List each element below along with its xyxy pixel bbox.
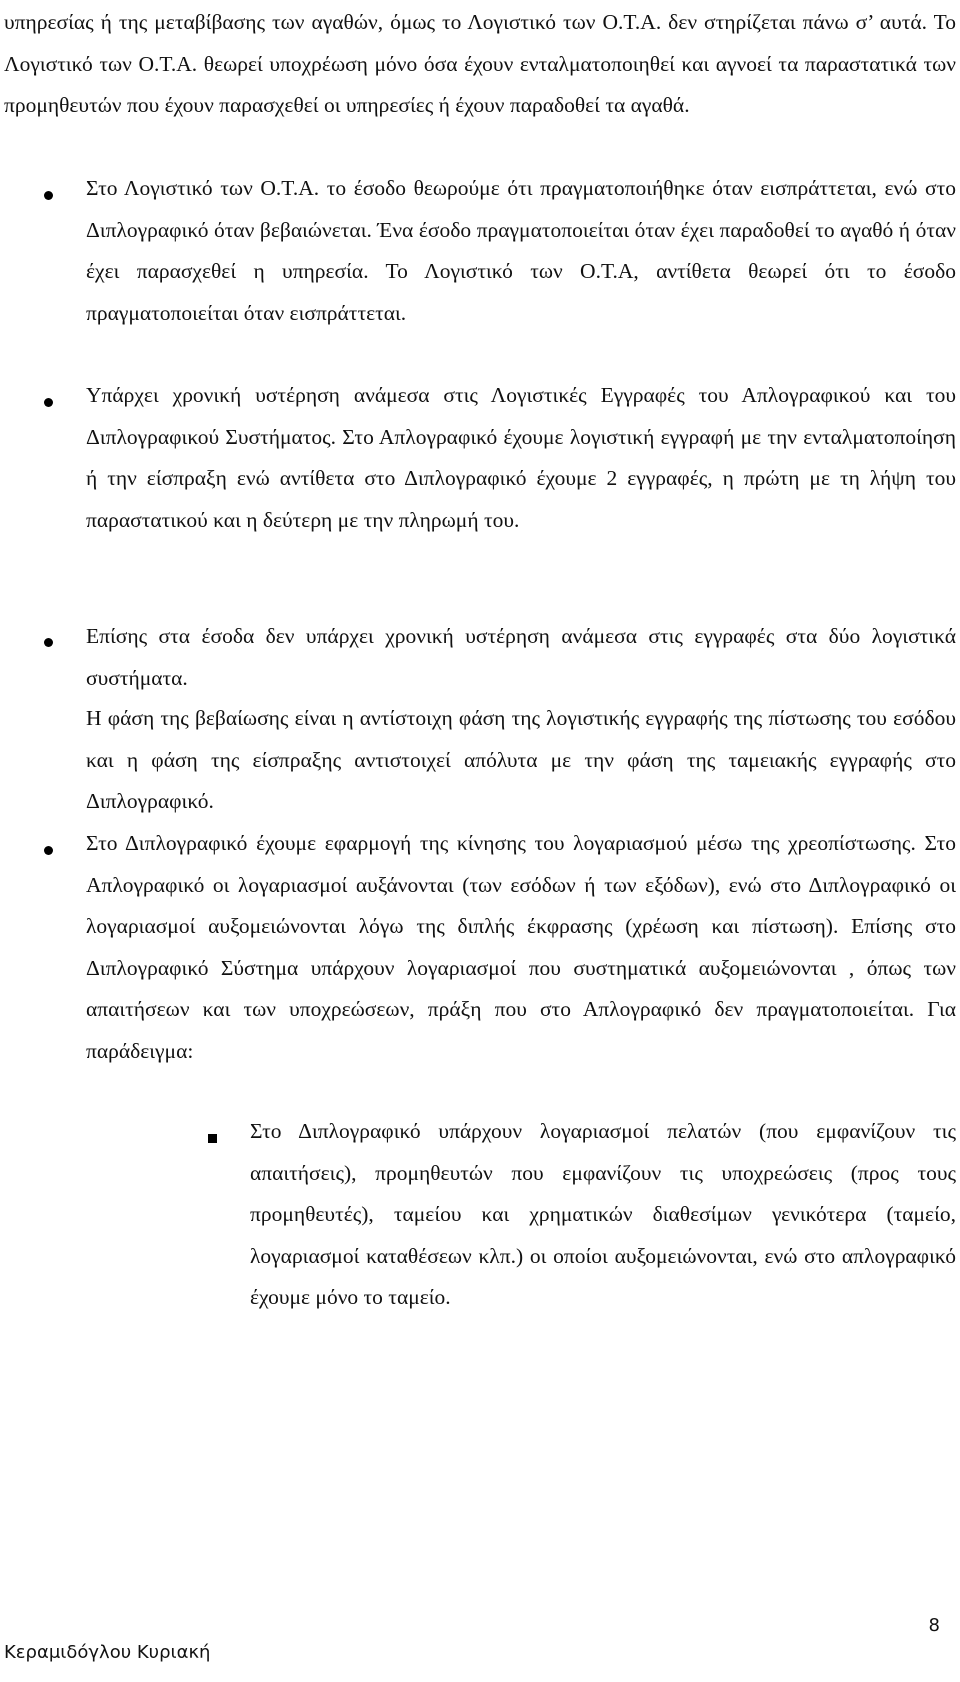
bullet-dot-icon [44,846,53,855]
bullet-item-continuation: Η φάση της βεβαίωσης είναι η αντίστοιχη φάση της λογιστικής εγγραφής της πίστωσης του εσόδου και η φάση της είσπραξης αντιστοιχεί απόλυτα με την φάση της ταμειακής εγγραφής στο Διπλογραφικό. [86,706,956,813]
bullet-dot-icon [44,398,53,407]
bullet-item-revenue-no-lag: Επίσης στα έσοδα δεν υπάρχει χρονική υστέρηση ανάμεσα στις εγγραφές στα δύο λογιστικά συστήματα. [86,624,956,690]
bullet-item-debit-credit: Στο Διπλογραφικό έχουμε εφαρμογή της κίνησης του λογαριασμού μέσω της χρεοπίστωσης. Στο Απλογραφικό οι λογαριασμοί αυξάνονται (των εσόδων ή των εξόδων), ενώ στο Διπλογραφικό οι λογαριασμοί αυξομειώνονται λόγω της διπλής έκφρασης (χρέωση και πίστωση). Επίσης στο Διπλογραφικό Σύστημα υπάρχουν λογαριασμοί που συστηματικά αυξομειώνονται , όπως των απαιτήσεων και των υποχρεώσεων, πράξη που στο Απλογραφικό δεν πραγματοποιείται. Για παράδειγμα: [86,831,956,1063]
page-number: 8 [928,1615,940,1636]
square-bullet-icon [208,1134,217,1143]
sub-bullet-item-accounts: Στο Διπλογραφικό υπάρχουν λογαριασμοί πελατών (που εμφανίζουν τις απαιτήσεις), προμηθευτών που εμφανίζουν τις υποχρεώσεις (προς τους προμηθευτές), ταμείου και χρηματικών διαθεσίμων γενικότερα (ταμείο, λογαριασμοί καταθέσεων κλπ.) οι οποίοι αυξομειώνονται, ενώ στο απλογραφικό έχουμε μόνο το ταμείο. [250,1119,956,1309]
intro-paragraph: υπηρεσίας ή της μεταβίβασης των αγαθών, όμως το Λογιστικό των Ο.Τ.Α. δεν στηρίζεται πάνω σ’ αυτά. Το Λογιστικό των Ο.Τ.Α. θεωρεί υποχρέωση μόνο όσα έχουν ενταλματοποιηθεί και αγνοεί τα παραστατικά των προμηθευτών που έχουν παρασχεθεί οι υπηρεσίες ή έχουν παραδοθεί τα αγαθά. [4,10,956,117]
bullet-dot-icon [44,191,53,200]
footer-author: Κεραμιδόγλου Κυριακή [4,1642,211,1663]
bullet-item-time-lag: Υπάρχει χρονική υστέρηση ανάμεσα στις Λογιστικές Εγγραφές του Απλογραφικού και του Διπλογραφικού Συστήματος. Στο Απλογραφικό έχουμε λογιστική εγγραφή με την ενταλματοποίηση ή την είσπραξη ενώ αντίθετα στο Διπλογραφικό έχουμε 2 εγγραφές, η πρώτη με τη λήψη του παραστατικού και η δεύτερη με την πληρωμή του. [86,383,956,532]
bullet-dot-icon [44,638,53,647]
bullet-item-revenue-recognition: Στο Λογιστικό των Ο.Τ.Α. το έσοδο θεωρούμε ότι πραγματοποιήθηκε όταν εισπράττεται, ενώ στο Διπλογραφικό όταν βεβαιώνεται. Ένα έσοδο πραγματοποιείται όταν έχει παραδοθεί το αγαθό ή όταν έχει παρασχεθεί η υπηρεσία. Το Λογιστικό των Ο.Τ.Α, αντίθετα θεωρεί ότι το έσοδο πραγματοποιείται όταν εισπράττεται. [86,176,956,325]
